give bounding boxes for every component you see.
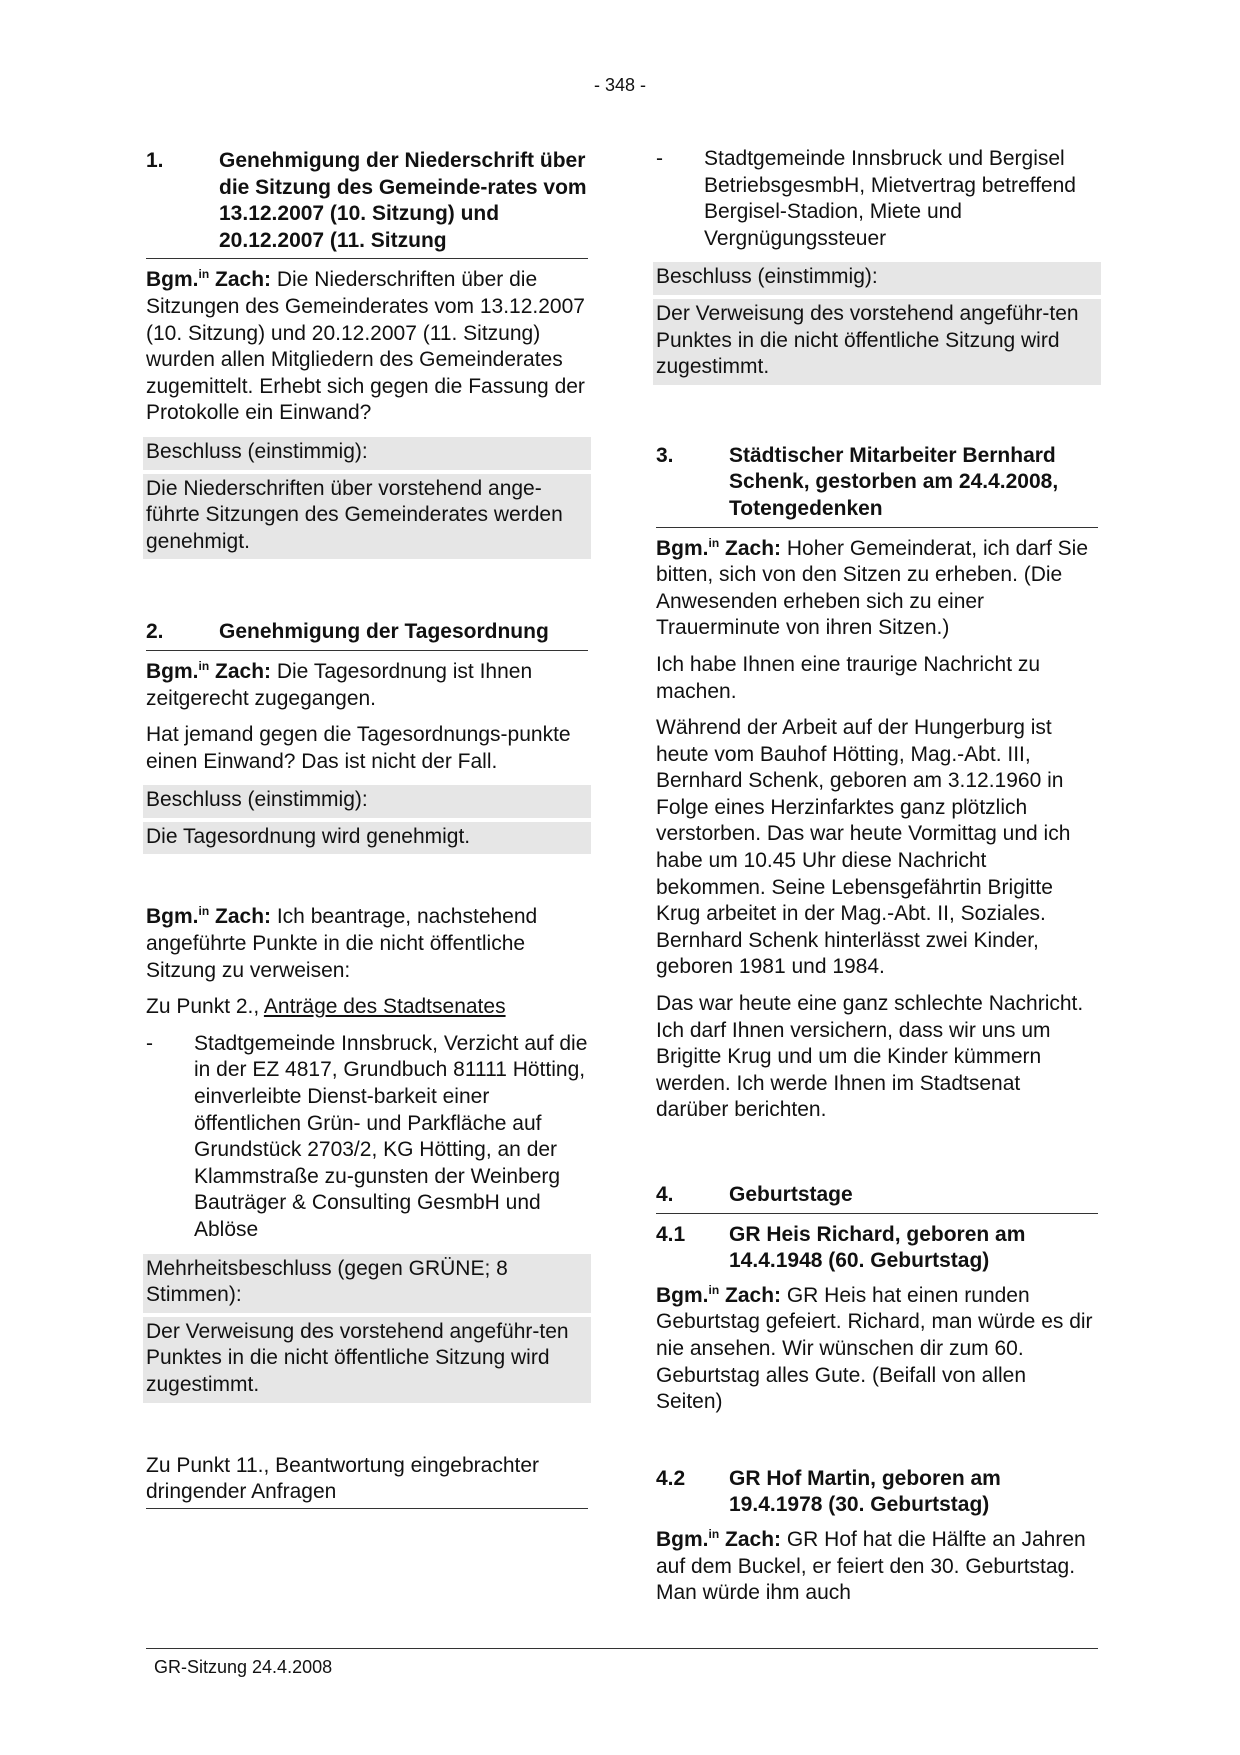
subsection-4-2-heading bbox=[656, 1466, 1098, 1519]
speaker-label: Bgm.$^{in}$ Zach: bbox=[656, 535, 782, 560]
list-item: - Stadtgemeinde Innsbruck, Verzicht auf die in der EZ 4817, Grundbuch 81111 Hötting, einverleibte Dienst-barkeit einer öffentlichen Grün- und Parkfläche auf Grundstück 2703/2, KG Hötting, an der Klammstraße zu-gunsten der Weinberg Bauträger & Consulting GesmbH und Ablöse bbox=[146, 1031, 588, 1241]
section-number: 3. bbox=[656, 443, 674, 467]
section-4-heading bbox=[656, 1182, 1098, 1214]
section-3-heading bbox=[656, 443, 1098, 528]
agenda-reference-11: Zu Punkt 11., Beantwortung eingebrachter dringender Anfragen bbox=[146, 1453, 588, 1509]
section-number: 1. bbox=[146, 149, 164, 172]
section-2-heading bbox=[146, 619, 588, 651]
subsection-title: GR Hof Martin, geboren am 19.4.1978 (30. Geburtstag) bbox=[729, 1466, 1001, 1517]
paragraph: Während der Arbeit auf der Hungerburg ist heute vom Bauhof Hötting, Mag.-Abt. III, Bernhard Schenk, geboren am 3.12.1960 in Folge eines Herzinfarktes ganz plötzlich verstorben. Das war heute Vormittag und ich habe um 10.45 Uhr diese Nachricht bekommen. Seine Lebensgefährtin Brigitte Krug arbeitet in der Mag.-Abt. II, Soziales. Bernhard Schenk hinterlässt zwei Kinder, geboren 1981 und 1984. bbox=[656, 716, 1071, 979]
speech-paragraph: Bgm.$^{in}$ Zach: GR Hof hat die Hälfte an Jahren auf dem Buckel, er feiert den 30. Geburtstag. Man würde ihm auch bbox=[656, 1526, 1086, 1605]
speaker-label: Bgm.$^{in}$ Zach: bbox=[146, 267, 272, 292]
speaker-label: Bgm.$^{in}$ Zach: bbox=[146, 904, 272, 929]
resolution-block bbox=[146, 1254, 588, 1403]
subsection-title: GR Heis Richard, geboren am 14.4.1948 (60. Geburtstag) bbox=[729, 1222, 1026, 1273]
resolution-text: Der Verweisung des vorstehend angeführ-ten Punktes in die nicht öffentliche Sitzung wird zugestimmt. bbox=[653, 299, 1101, 385]
paragraph: Hat jemand gegen die Tagesordnungs-punkte einen Einwand? Das ist nicht der Fall. bbox=[146, 723, 571, 773]
paragraph: Das war heute eine ganz schlechte Nachricht. Ich darf Ihnen versichern, dass wir uns um Brigitte Krug und um die Kinder kümmern werden. Ich werde Ihnen im Stadtsenat darüber berichten. bbox=[656, 992, 1084, 1122]
paragraph: Ich habe Ihnen eine traurige Nachricht zu machen. bbox=[656, 652, 1041, 703]
section-title: Städtischer Mitarbeiter Bernhard Schenk, gestorben am 24.4.2008, Totengedenken bbox=[729, 443, 1059, 520]
section-title: Genehmigung der Tagesordnung bbox=[219, 620, 549, 644]
speaker-label: Bgm.$^{in}$ Zach: bbox=[656, 1526, 782, 1551]
page-number: - 348 - bbox=[593, 75, 647, 95]
speech-paragraph: Bgm.$^{in}$ Zach: GR Heis hat einen runden Geburtstag gefeiert. Richard, man würde es dir nie ansehen. Wir wünschen dir zum 60. Geburtstag alles Gute. (Beifall von allen Seiten) bbox=[656, 1282, 1093, 1414]
section-title: Genehmigung der Niederschrift über die Sitzung des Gemeinde-rates vom 13.12.2007 (10. Sitzung) und 20.12.2007 (11. Sitzung bbox=[219, 149, 587, 252]
subsection-number: 4.2 bbox=[656, 1466, 686, 1490]
subsection-4-1-heading bbox=[656, 1222, 1098, 1275]
footer: GR-Sitzung 24.4.2008 bbox=[154, 1657, 333, 1677]
speech-paragraph: Bgm.$^{in}$ Zach: Hoher Gemeinderat, ich darf Sie bitten, sich von den Sitzen zu erheben. (Die Anwesenden erheben sich zu einer Trauerminute von ihren Sitzen.) bbox=[656, 535, 1088, 640]
subsection-number: 4.1 bbox=[656, 1222, 686, 1246]
resolution-block bbox=[146, 785, 588, 854]
speech-paragraph: Bgm.$^{in}$ Zach: Die Tagesordnung ist Ihnen zeitgerecht zugegangen. bbox=[146, 658, 533, 710]
footer-rule bbox=[146, 1648, 1098, 1649]
resolution-label: Beschluss (einstimmig): bbox=[143, 437, 591, 470]
speaker-label: Bgm.$^{in}$ Zach: bbox=[146, 658, 272, 683]
resolution-label: Beschluss (einstimmig): bbox=[653, 262, 1101, 295]
speech-paragraph: Bgm.$^{in}$ Zach: Die Niederschriften über die Sitzungen des Gemeinderates vom 13.12.2007 (10. Sitzung) und 20.12.2007 (11. Sitzung) wurden allen Mitgliedern des Gemeinderates zugemittelt. Erhebt sich gegen die Fassung der Protokolle ein Einwand? bbox=[146, 267, 585, 425]
resolution-text: Der Verweisung des vorstehend angeführ-ten Punktes in die nicht öffentliche Sitzung wird zugestimmt. bbox=[143, 1317, 591, 1403]
resolution-label: Mehrheitsbeschluss (gegen GRÜNE; 8 Stimmen): bbox=[143, 1254, 591, 1313]
agenda-link: Anträge des Stadtsenates bbox=[263, 995, 506, 1019]
list-item: - Stadtgemeinde Innsbruck und Bergisel BetriebsgesmbH, Mietvertrag betreffend Bergisel-Stadion, Miete und Vergnügungssteuer bbox=[656, 147, 1076, 250]
section-number: 4. bbox=[656, 1183, 674, 1206]
speech-paragraph: Bgm.$^{in}$ Zach: Ich beantrage, nachstehend angeführte Punkte in die nicht öffentliche Sitzung zu verweisen: bbox=[146, 904, 538, 982]
right-column bbox=[656, 148, 1098, 1617]
speaker-label: Bgm.$^{in}$ Zach: bbox=[656, 1282, 782, 1307]
resolution-text: Die Tagesordnung wird genehmigt. bbox=[143, 822, 591, 855]
section-number: 2. bbox=[146, 620, 164, 644]
resolution-text: Die Niederschriften über vorstehend ange-führte Sitzungen des Gemeinderates werden genehmigt. bbox=[143, 474, 591, 560]
resolution-label: Beschluss (einstimmig): bbox=[143, 785, 591, 818]
section-title: Geburtstage bbox=[729, 1183, 853, 1206]
agenda-reference: Zu Punkt 2., Anträge des Stadtsenates bbox=[146, 995, 506, 1019]
resolution-block bbox=[146, 437, 588, 559]
resolution-block bbox=[656, 262, 1098, 384]
left-column bbox=[146, 148, 588, 1509]
section-1-heading bbox=[146, 148, 588, 259]
